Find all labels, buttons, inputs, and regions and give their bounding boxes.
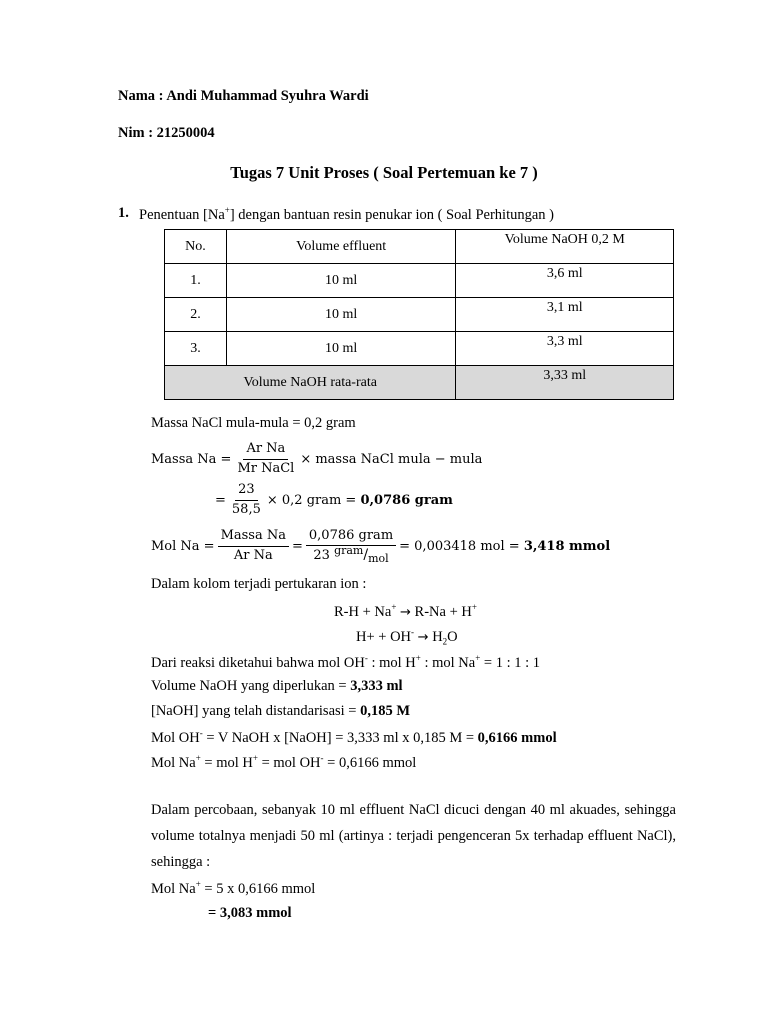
table-average-row [165,366,674,400]
cell-naoh: 3,6 ml [456,264,674,298]
cell-no: 1. [165,264,227,298]
mol-na-fraction: $\frac{\text{Massa Na}}{\text{Ar Na}}$ [218,529,289,563]
arrow-right-icon: → [400,604,411,620]
question-number: 1. [118,205,129,221]
student-name: Nama : Andi Muhammad Syuhra Wardi [118,88,369,104]
table-row [165,298,674,332]
average-value: 3,33 ml [456,366,674,400]
table-row [165,332,674,366]
arrow-right-icon: → [417,629,429,645]
cell-effluent: 10 ml [226,264,456,298]
titration-table [164,229,674,400]
cell-effluent: 10 ml [226,298,456,332]
average-label: Volume NaOH rata-rata [165,366,456,400]
exchange-intro: Dalam kolom terjadi pertukaran ion : [151,576,367,592]
document-title: Tugas 7 Unit Proses ( Soal Pertemuan ke 7 ) [230,163,538,182]
mol-na-result: 3,418 mmol [523,538,611,554]
question-intro: Penentuan [Na+] dengan bantuan resin penukar ion ( Soal Perhitungan ) [139,205,554,223]
header-volume-effluent: Volume effluent [226,230,456,264]
cell-effluent: 10 ml [226,332,456,366]
naoh-concentration-line: [NaOH] yang telah distandarisasi = 0,185 M [151,703,411,719]
final-result: = 3,083 mmol [208,905,292,921]
student-nim: Nim : 21250004 [118,125,215,141]
massa-na-result-equation: = $\frac{23}{58,5}$ × 0,2 gram = 0,0786 gram [215,482,453,517]
cell-naoh: 3,1 ml [456,298,674,332]
massa-nacl-line: Massa NaCl mula-mula = 0,2 gram [151,415,356,431]
cell-no: 3. [165,332,227,366]
dilution-paragraph: Dalam percobaan, sebanyak 10 ml effluent NaCl dicuci dengan 40 ml akuades, sehingga volume totalnya menjadi 50 ml (artinya : terjadi pengenceran 5x terhadap effluent NaCl), sehingga : [151,802,676,870]
table-row [165,264,674,298]
massa-na-fraction: $\frac{\text{Ar Na}}{\text{Mr NaCl}}$ [237,441,295,476]
mol-na-equality-line: Mol Na+ = mol H+ = mol OH- = 0,6166 mmol [151,753,417,771]
header-no: No. [165,230,227,264]
mole-ratio-line: Dari reaksi diketahui bahwa mol OH- : mol H+ : mol Na+ = 1 : 1 : 1 [151,653,541,671]
cell-no: 2. [165,298,227,332]
final-mol-line: Mol Na+ = 5 x 0,6166 mmol [151,879,316,897]
mol-na-fraction-2: $\frac{\text{0,0786 gram}}{23 ^{gram}/_{mol}}$ [306,529,396,564]
atomic-mass-fraction: $\frac{23}{58,5}$ [231,482,261,517]
mol-oh-line: Mol OH- = V NaOH x [NaOH] = 3,333 ml x 0,185 M = 0,6166 mmol [151,728,557,746]
massa-na-result: 0,0786 gram [360,492,453,508]
reaction-1: R-H + Na+ → R-Na + H+ [334,602,477,620]
header-volume-naoh: Volume NaOH 0,2 M [456,230,674,264]
naoh-volume-line: Volume NaOH yang diperlukan = 3,333 ml [151,678,403,694]
mol-na-equation: Mol Na = $\frac{\text{Massa Na}}{\text{Ar Na}}$ = $\frac{\text{0,0786 gram}}{23 ^{gram}/_{mol}}$ = 0,003418 mol = 3,418 mmol [151,527,611,565]
reaction-2: $H+ + OH^- \to H_2O$ [356,627,458,647]
cell-naoh: 3,3 ml [456,332,674,366]
table-header-row [165,230,674,264]
massa-na-equation: Massa Na = $\frac{\text{Ar Na}}{\text{Mr NaCl}}$ × massa NaCl mula − mula [151,441,483,476]
